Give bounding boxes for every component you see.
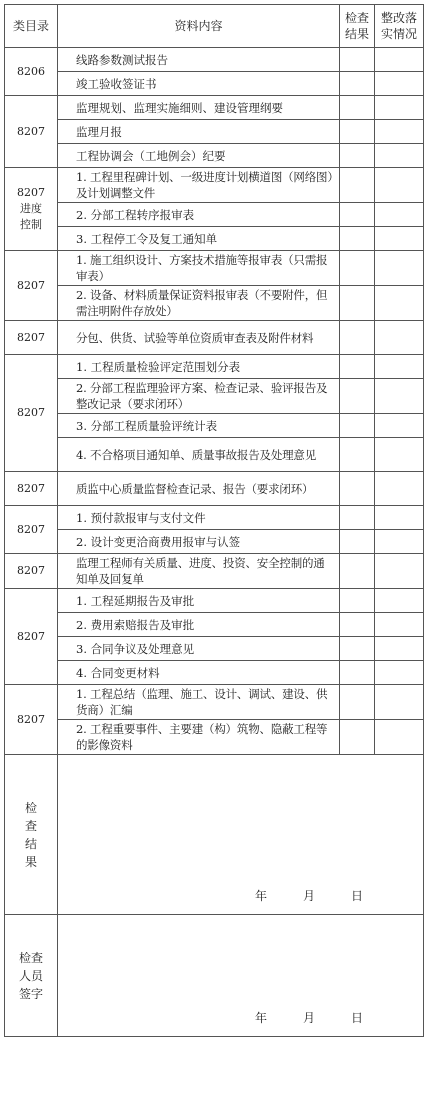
table-row	[5, 414, 424, 438]
date-day: 日	[350, 1011, 363, 1025]
category-code-line: 进度	[20, 202, 42, 215]
check-result-cell[interactable]	[340, 251, 375, 286]
table-row	[5, 251, 424, 286]
content-item: 监理规划、监理实施细则、建设管理纲要	[58, 96, 340, 120]
table-row	[5, 720, 424, 755]
category-code	[5, 589, 58, 685]
category-code-line: 8207	[17, 278, 45, 292]
check-result-cell[interactable]	[340, 414, 375, 438]
inspector-label-line: 检查	[18, 950, 43, 965]
header-row	[5, 5, 424, 48]
category-code-line: 8207	[17, 522, 45, 536]
category-code-line: 控制	[20, 218, 42, 231]
category-code-line: 8207	[17, 629, 45, 643]
category-code	[5, 251, 58, 321]
table-row	[5, 72, 424, 96]
rectify-cell[interactable]	[375, 438, 424, 472]
inspector-label-line: 人员	[18, 968, 43, 983]
table-row	[5, 506, 424, 530]
content-item: 分包、供货、试验等单位资质审查表及附件材料	[58, 321, 340, 355]
content-item: 1. 工程里程碑计划、一级进度计划横道图（网络图）及计划调整文件	[58, 168, 340, 203]
check-result-cell[interactable]	[340, 661, 375, 685]
rectify-cell[interactable]	[375, 720, 424, 755]
content-item: 3. 工程停工令及复工通知单	[58, 227, 340, 251]
table-row	[5, 530, 424, 554]
inspector-signature-area[interactable]	[58, 915, 424, 1037]
table-body	[5, 48, 424, 755]
header-content: 资料内容	[58, 5, 340, 48]
category-code-line: 8207	[17, 564, 45, 577]
content-item: 竣工验收签证书	[58, 72, 340, 96]
rectify-cell[interactable]	[375, 48, 424, 72]
content-item: 4. 不合格项目通知单、质量事故报告及处理意见	[58, 438, 340, 472]
category-code-line: 8207	[17, 186, 45, 199]
content-item: 1. 工程总结（监理、施工、设计、调试、建设、供货商）汇编	[58, 685, 340, 720]
content-item: 质监中心质量监督检查记录、报告（要求闭环）	[58, 472, 340, 506]
rectify-cell[interactable]	[375, 355, 424, 379]
content-item: 2. 分部工程监理验评方案、检查记录、验评报告及整改记录（要求闭环）	[58, 379, 340, 414]
content-item: 2. 分部工程转序报审表	[58, 203, 340, 227]
table-row	[5, 48, 424, 72]
check-result-cell[interactable]	[340, 589, 375, 613]
table-row	[5, 120, 424, 144]
rectify-cell[interactable]	[375, 251, 424, 286]
rectify-cell[interactable]	[375, 472, 424, 506]
category-code	[5, 321, 58, 355]
check-result-label	[5, 755, 58, 915]
rectify-cell[interactable]	[375, 530, 424, 554]
check-result-char: 查	[24, 818, 37, 833]
check-result-char: 结	[24, 836, 37, 851]
date-month: 月	[302, 1011, 315, 1025]
content-item: 监理工程师有关质量、进度、投资、安全控制的通知单及回复单	[58, 554, 340, 589]
table-row	[5, 379, 424, 414]
table-row	[5, 321, 424, 355]
rectify-cell[interactable]	[375, 168, 424, 203]
date-year: 年	[254, 1011, 267, 1025]
check-result-cell[interactable]	[340, 355, 375, 379]
check-result-cell[interactable]	[340, 227, 375, 251]
rectify-cell[interactable]	[375, 321, 424, 355]
check-result-cell[interactable]	[340, 472, 375, 506]
content-item: 工程协调会（工地例会）纪要	[58, 144, 340, 168]
check-result-cell[interactable]	[340, 379, 375, 414]
inspector-label	[5, 915, 58, 1037]
content-item: 2. 工程重要事件、主要建（构）筑物、隐蔽工程等的影像资料	[58, 720, 340, 755]
category-code-line: 8207	[17, 712, 45, 726]
check-result-cell[interactable]	[340, 48, 375, 72]
content-item: 监理月报	[58, 120, 340, 144]
check-result-cell[interactable]	[340, 554, 375, 589]
check-result-cell[interactable]	[340, 685, 375, 720]
check-result-date	[255, 888, 363, 904]
category-code	[5, 355, 58, 472]
rectify-cell[interactable]	[375, 414, 424, 438]
header-category: 类目录	[5, 5, 58, 48]
check-result-cell[interactable]	[340, 120, 375, 144]
category-code	[5, 168, 58, 251]
category-code	[5, 506, 58, 554]
category-code-line: 8207	[17, 406, 45, 419]
rectify-cell[interactable]	[375, 589, 424, 613]
rectify-cell[interactable]	[375, 286, 424, 321]
table-row	[5, 355, 424, 379]
check-result-cell[interactable]	[340, 203, 375, 227]
table-row	[5, 589, 424, 613]
table-row	[5, 286, 424, 321]
table-row	[5, 472, 424, 506]
check-result-cell[interactable]	[340, 144, 375, 168]
table-row	[5, 637, 424, 661]
rectify-cell[interactable]	[375, 96, 424, 120]
check-result-cell[interactable]	[340, 613, 375, 637]
category-code-line: 8207	[17, 330, 45, 344]
content-item: 1. 工程质量检验评定范围划分表	[58, 355, 340, 379]
category-code	[5, 48, 58, 96]
rectify-cell[interactable]	[375, 227, 424, 251]
header-rectify-line1: 整改落	[380, 11, 417, 25]
rectify-cell[interactable]	[375, 144, 424, 168]
category-code	[5, 685, 58, 755]
rectify-cell[interactable]	[375, 685, 424, 720]
rectify-cell[interactable]	[375, 72, 424, 96]
header-rectify-line2: 实情况	[380, 27, 417, 41]
header-rectify	[375, 5, 424, 48]
check-result-char: 检	[24, 800, 37, 815]
check-result-area[interactable]	[58, 755, 424, 915]
check-result-char: 果	[24, 854, 37, 869]
table-row	[5, 144, 424, 168]
rectify-cell[interactable]	[375, 203, 424, 227]
check-result-cell[interactable]	[340, 637, 375, 661]
table-row	[5, 96, 424, 120]
content-item: 3. 分部工程质量验评统计表	[58, 414, 340, 438]
header-check-result-line2: 结果	[344, 27, 369, 41]
archive-check-table	[4, 4, 424, 1037]
table-row	[5, 227, 424, 251]
table-row	[5, 685, 424, 720]
rectify-cell[interactable]	[375, 661, 424, 685]
rectify-cell[interactable]	[375, 637, 424, 661]
rectify-cell[interactable]	[375, 379, 424, 414]
content-item: 1. 预付款报审与支付文件	[58, 506, 340, 530]
check-result-cell[interactable]	[340, 506, 375, 530]
category-code	[5, 96, 58, 168]
inspector-label-line: 签字	[18, 986, 43, 1001]
content-item: 2. 设计变更洽商费用报审与认签	[58, 530, 340, 554]
table-row	[5, 554, 424, 589]
rectify-cell[interactable]	[375, 613, 424, 637]
category-code	[5, 554, 58, 589]
table-row	[5, 438, 424, 472]
check-result-row	[5, 755, 424, 915]
table-row	[5, 168, 424, 203]
rectify-cell[interactable]	[375, 120, 424, 144]
content-item: 线路参数测试报告	[58, 48, 340, 72]
check-result-cell[interactable]	[340, 438, 375, 472]
content-item: 1. 施工组织设计、方案技术措施等报审表（只需报审表）	[58, 251, 340, 286]
check-result-cell[interactable]	[340, 530, 375, 554]
inspector-row	[5, 915, 424, 1037]
rectify-cell[interactable]	[375, 554, 424, 589]
check-result-cell[interactable]	[340, 286, 375, 321]
rectify-cell[interactable]	[375, 506, 424, 530]
check-result-cell[interactable]	[340, 96, 375, 120]
check-result-cell[interactable]	[340, 168, 375, 203]
check-result-cell[interactable]	[340, 321, 375, 355]
category-code-line: 8207	[17, 481, 45, 495]
category-code-line: 8207	[17, 124, 45, 138]
date-day: 日	[350, 889, 363, 903]
table-row	[5, 661, 424, 685]
inspector-date	[255, 1010, 363, 1026]
category-code	[5, 472, 58, 506]
category-code-line: 8206	[17, 64, 45, 78]
content-item: 1. 工程延期报告及审批	[58, 589, 340, 613]
table-row	[5, 203, 424, 227]
content-item: 2. 设备、材料质量保证资料报审表（不要附件，但需注明附件存放处）	[58, 286, 340, 321]
table-row	[5, 613, 424, 637]
check-result-cell[interactable]	[340, 72, 375, 96]
content-item: 2. 费用索赔报告及审批	[58, 613, 340, 637]
check-result-cell[interactable]	[340, 720, 375, 755]
header-check-result-line1: 检查	[344, 11, 369, 25]
content-item: 4. 合同变更材料	[58, 661, 340, 685]
content-item: 3. 合同争议及处理意见	[58, 637, 340, 661]
header-check-result	[340, 5, 375, 48]
date-year: 年	[254, 889, 267, 903]
date-month: 月	[302, 889, 315, 903]
